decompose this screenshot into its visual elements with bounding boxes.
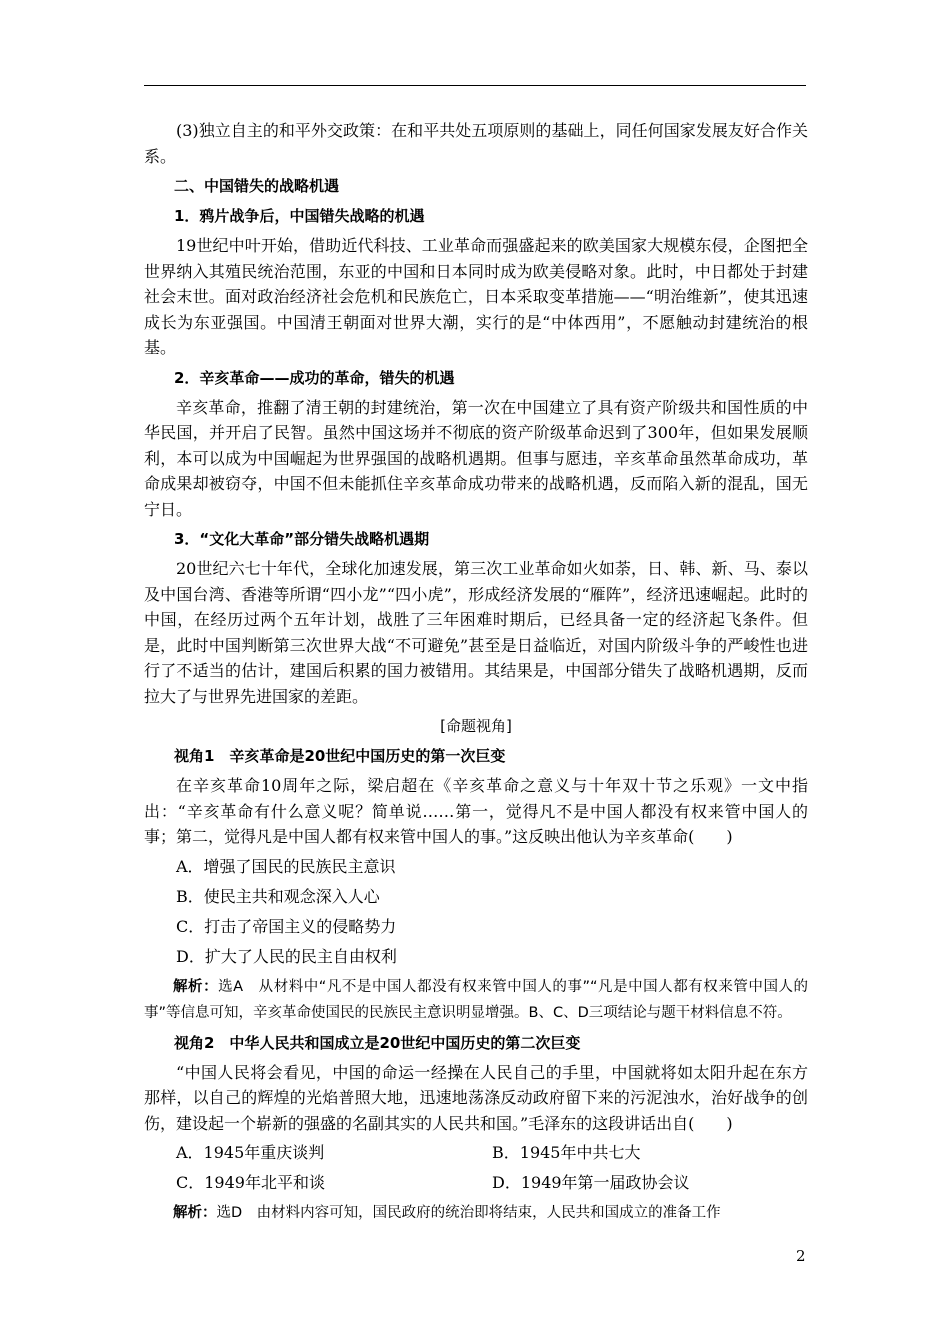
page-number: 2 bbox=[796, 1247, 806, 1265]
view2-options-row-1 bbox=[144, 1140, 808, 1166]
view1-option-a: A．增强了国民的民族民主意识 bbox=[176, 856, 396, 876]
view1-question: 在辛亥革命10周年之际，梁启超在《辛亥革命之意义与十年双十节之乐观》一文中指出：“辛亥革命有什么意义呢？简单说……第一，觉得凡不是中国人都没有权来管中国人的事；第二，觉得凡是中国人都有权来管中国人的事。”这反映出他认为辛亥革命( ) bbox=[144, 776, 808, 846]
view2-option-b: B．1945年中共七大 bbox=[492, 1143, 641, 1162]
view1-answer bbox=[144, 974, 808, 1026]
view1-option-d: D．扩大了人民的民主自由权利 bbox=[176, 946, 397, 966]
view2-option-c: C．1949年北平和谈 bbox=[176, 1173, 325, 1192]
view2-answer bbox=[144, 1200, 808, 1226]
view2-options-row-2 bbox=[144, 1170, 808, 1196]
view1-heading: 视角1 辛亥革命是20世纪中国历史的第一次巨变 bbox=[174, 747, 506, 765]
view2-question: “中国人民将会看见，中国的命运一经操在人民自己的手里，中国就将如太阳升起在东方那样，以自己的辉煌的光焰普照大地，迅速地荡涤反动政府留下来的污泥浊水，治好战争的创伤，建设起一个崭新的强盛的名副其实的人民共和国。”毛泽东的这段讲话出自( ) bbox=[144, 1062, 808, 1133]
section-title-perspective: [命题视角] bbox=[440, 717, 512, 735]
view2-option-d: D．1949年第一届政协会议 bbox=[492, 1173, 690, 1192]
paragraph-xinhai: 辛亥革命，推翻了清王朝的封建统治，第一次在中国建立了具有资产阶级共和国性质的中华民国，并开启了民智。虽然中国这场并不彻底的资产阶级革命迟到了300年，但如果发展顺利，本可以成为中国崛起为世界强国的战略机遇期。但事与愿违，辛亥革命虽然革命成功，革命成果却被窃夺，中国不但未能抓住辛亥革命成功带来的战略机遇，反而陷入新的混乱，国无宁日。 bbox=[144, 397, 808, 519]
paragraph-opium-war: 19世纪中叶开始，借助近代科技、工业革命而强盛起来的欧美国家大规模东侵，企图把全世界纳入其殖民统治范围，东亚的中国和日本同时成为欧美侵略对象。此时，中日都处于封建社会末世。面对政治经济社会危机和民族危亡，日本采取变革措施——“明治维新”，使其迅速成长为东亚强国。中国清王朝面对世界大潮，实行的是“中体西用”，不愿触动封建统治的根基。 bbox=[144, 236, 808, 357]
view1-option-c: C．打击了帝国主义的侵略势力 bbox=[176, 916, 397, 936]
header-rule bbox=[144, 85, 806, 86]
view1-answer-text: 选A 从材料中“凡不是中国人都没有权来管中国人的事”“凡是中国人都有权来管中国人的事”等信息可知，辛亥革命使国民的民族民主意识明显增强。B、C、D三项结论与题干材料信息不符。 bbox=[144, 978, 809, 1021]
view2-heading: 视角2 中华人民共和国成立是20世纪中国历史的第二次巨变 bbox=[174, 1033, 581, 1052]
view2-answer-text: 选D 由材料内容可知，国民政府的统治即将结束，人民共和国成立的准备工作 bbox=[216, 1205, 721, 1221]
view1-answer-label: 解析： bbox=[173, 978, 219, 995]
subheading-xinhai: 2．辛亥革命——成功的革命，错失的机遇 bbox=[174, 368, 455, 387]
section-heading-missed-opportunities: 二、中国错失的战略机遇 bbox=[174, 177, 340, 195]
paragraph-foreign-policy: (3)独立自主的和平外交政策：在和平共处五项原则的基础上，同任何国家发展友好合作关系。 bbox=[144, 121, 808, 166]
document-body bbox=[144, 118, 808, 1230]
subheading-cultural-revolution: 3．“文化大革命”部分错失战略机遇期 bbox=[174, 530, 430, 548]
view2-option-a: A．1945年重庆谈判 bbox=[176, 1143, 325, 1162]
view2-answer-label: 解析： bbox=[173, 1205, 217, 1221]
view1-option-b: B．使民主共和观念深入人心 bbox=[176, 886, 380, 906]
subheading-opium-war: 1．鸦片战争后，中国错失战略的机遇 bbox=[174, 207, 425, 225]
paragraph-cultural-revolution: 20世纪六七十年代，全球化加速发展，第三次工业革命如火如荼，日、韩、新、马、泰以及中国台湾、香港等所谓“四小龙”“四小虎”，形成经济发展的“雁阵”，经济迅速崛起。此时的中国，在经历过两个五年计划，战胜了三年困难时期后，已经具备一定的经济起飞条件。但是，此时中国判断第三次世界大战“不可避免”甚至是日益临近，对国内阶级斗争的严峻性也进行了不适当的估计，建国后积累的国力被错用。其结果是，中国部分错失了战略机遇期，反而拉大了与世界先进国家的差距。 bbox=[144, 559, 808, 706]
